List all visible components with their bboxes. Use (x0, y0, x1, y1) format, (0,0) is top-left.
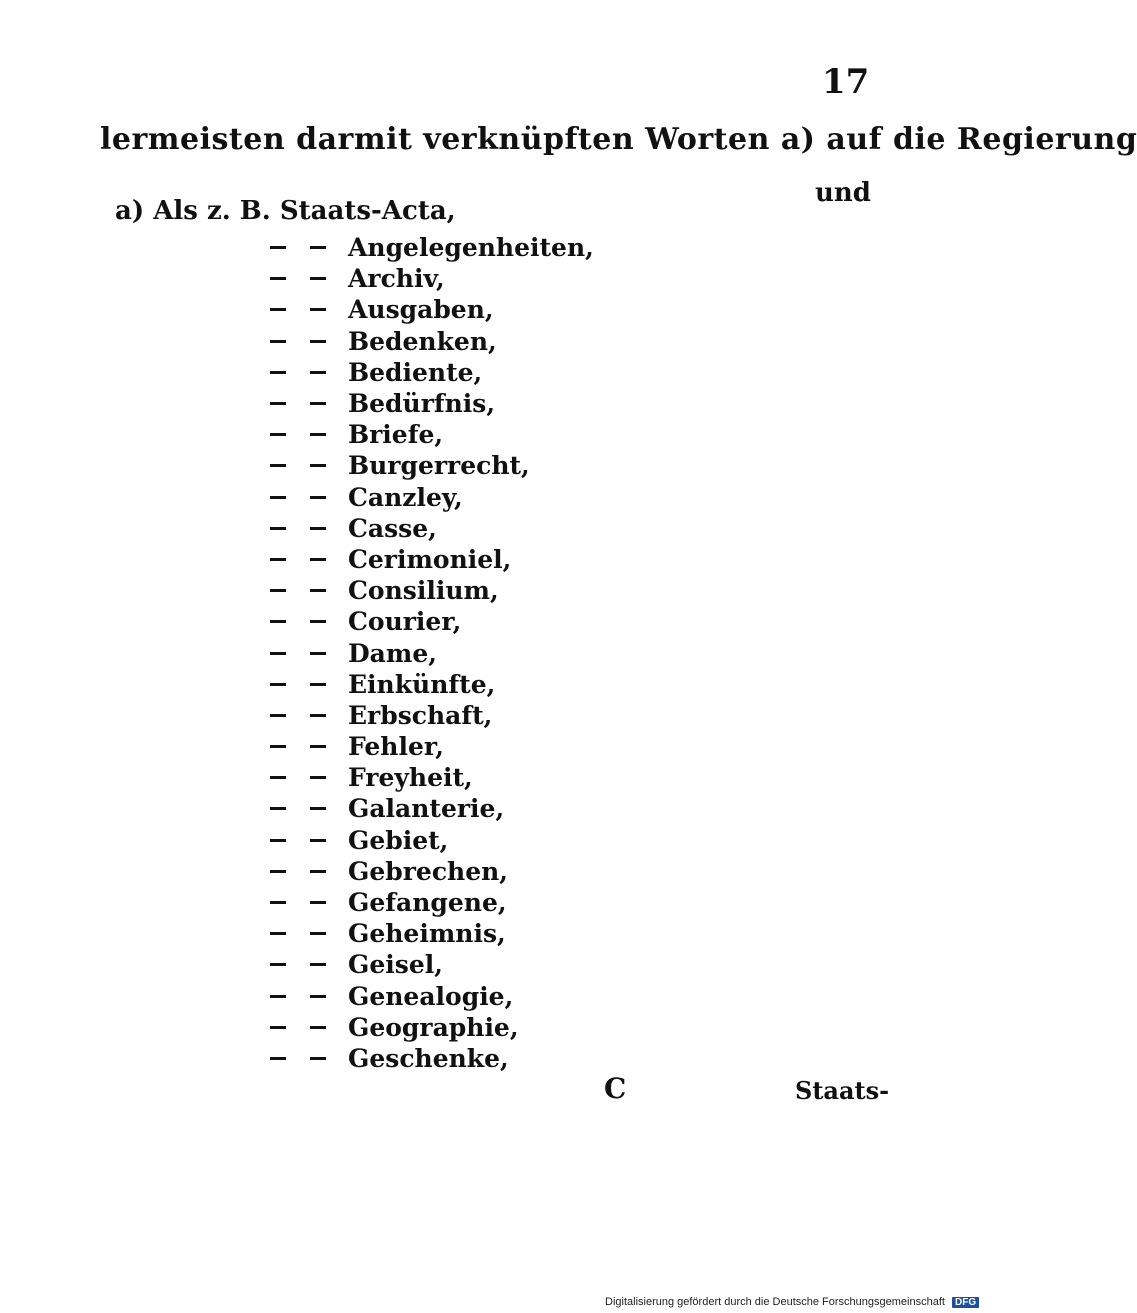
footnote-item-text: Galanterie, (348, 794, 505, 824)
footnote-list-item (270, 606, 594, 637)
dash-mark (270, 714, 286, 717)
signature-mark: C (604, 1072, 627, 1105)
footnote-item-text: Gefangene, (348, 888, 507, 918)
footnote-list-item (270, 762, 594, 793)
dash-mark (270, 963, 286, 966)
footnote-item-text: Genealogie, (348, 981, 514, 1011)
dash-mark (310, 371, 326, 374)
dash-mark (270, 1026, 286, 1029)
dash-mark (270, 558, 286, 561)
footnote-item-text: Dame, (348, 638, 437, 668)
dash-mark (310, 1057, 326, 1060)
footnote-list-item (270, 294, 594, 325)
dash-mark (270, 932, 286, 935)
dash-mark (310, 433, 326, 436)
footnote-list-item (270, 856, 594, 887)
dash-mark (270, 652, 286, 655)
dash-mark (270, 870, 286, 873)
footnote-item-text: Geschenke, (348, 1043, 509, 1073)
footnote-first-line: a) Als z. B. Staats-Acta, (115, 196, 456, 226)
footnote-item-text: Einkünfte, (348, 669, 496, 699)
dash-mark (270, 433, 286, 436)
footnote-item-text: Archiv, (348, 264, 445, 294)
digitization-footer (605, 1296, 979, 1308)
dash-mark (270, 340, 286, 343)
footnote-list-item (270, 326, 594, 357)
footnote-list-item (270, 544, 594, 575)
catchword-right: und (815, 178, 871, 208)
footnote-list-item (270, 575, 594, 606)
footnote-list-item (270, 1012, 594, 1043)
dash-mark (270, 620, 286, 623)
dash-mark (270, 807, 286, 810)
dash-mark (270, 776, 286, 779)
dash-mark (270, 496, 286, 499)
dfg-logo-badge: DFG (952, 1297, 979, 1308)
dash-mark (270, 901, 286, 904)
footnote-list-item (270, 700, 594, 731)
footnote-item-text: Bedenken, (348, 326, 497, 356)
dash-mark (310, 277, 326, 280)
dash-mark (310, 870, 326, 873)
footer-text: Digitalisierung gefördert durch die Deutsche Forschungsgemeinschaft (605, 1296, 945, 1308)
dash-mark (310, 901, 326, 904)
footnote-list-item (270, 482, 594, 513)
footnote-item-text: Courier, (348, 607, 462, 637)
dash-mark (310, 496, 326, 499)
dash-mark (270, 371, 286, 374)
dash-mark (270, 683, 286, 686)
footnote-list-item (270, 793, 594, 824)
dash-mark (270, 308, 286, 311)
footnote-list-item (270, 637, 594, 668)
dash-mark (270, 527, 286, 530)
dash-mark (310, 527, 326, 530)
footnote-item-text: Bedürfnis, (348, 389, 496, 419)
footnote-list-item (270, 263, 594, 294)
dash-mark (310, 340, 326, 343)
footnote-item-text: Burgerrecht, (348, 451, 530, 481)
page-number: 17 (822, 62, 870, 102)
dash-mark (310, 745, 326, 748)
footnote-list-item (270, 981, 594, 1012)
footnote-item-text: Cerimoniel, (348, 544, 512, 574)
footnote-list-item (270, 669, 594, 700)
dash-mark (310, 1026, 326, 1029)
dash-mark (310, 620, 326, 623)
dash-mark (270, 1057, 286, 1060)
footnote-item-text: Fehler, (348, 732, 444, 762)
footnote-item-text: Gebiet, (348, 825, 449, 855)
dash-mark (270, 589, 286, 592)
footnote-list-item (270, 450, 594, 481)
footnote-list-item (270, 419, 594, 450)
dash-mark (310, 652, 326, 655)
footnote-item-text: Canzley, (348, 482, 463, 512)
dash-mark (310, 995, 326, 998)
footnote-item-text: Gebrechen, (348, 856, 508, 886)
footnote-list-item (270, 513, 594, 544)
dash-mark (270, 246, 286, 249)
footnote-list-item (270, 388, 594, 419)
catchword-bottom: Staats- (795, 1076, 890, 1105)
dash-mark (270, 839, 286, 842)
dash-mark (310, 963, 326, 966)
dash-mark (310, 807, 326, 810)
dash-mark (310, 839, 326, 842)
footnote-item-text: Freyheit, (348, 763, 473, 793)
footnote-item-text: Consilium, (348, 576, 499, 606)
dash-mark (310, 932, 326, 935)
footnote-item-text: Geographie, (348, 1012, 519, 1042)
dash-mark (310, 683, 326, 686)
dash-mark (270, 464, 286, 467)
footnote-item-text: Briefe, (348, 420, 444, 450)
footnote-list-item (270, 1043, 594, 1074)
footnote-list-item (270, 731, 594, 762)
footnote-list-item (270, 357, 594, 388)
dash-mark (310, 464, 326, 467)
dash-mark (310, 589, 326, 592)
dash-mark (270, 745, 286, 748)
dash-mark (270, 995, 286, 998)
footnote-list-item (270, 949, 594, 980)
footnote-item-text: Casse, (348, 513, 437, 543)
dash-mark (310, 558, 326, 561)
dash-mark (310, 776, 326, 779)
dash-mark (270, 402, 286, 405)
footnote-item-text: Erbschaft, (348, 700, 493, 730)
dash-mark (310, 246, 326, 249)
body-text-line: lermeisten darmit verknüpften Worten a) auf die Regierung (100, 122, 1137, 157)
dash-mark (310, 714, 326, 717)
footnote-item-text: Geheimnis, (348, 919, 506, 949)
footnote-item-text: Angelegenheiten, (348, 233, 594, 263)
dash-mark (270, 277, 286, 280)
footnote-list-item (270, 887, 594, 918)
dash-mark (310, 308, 326, 311)
footnote-item-text: Ausgaben, (348, 295, 494, 325)
footnote-list-item (270, 232, 594, 263)
footnote-item-text: Bediente, (348, 357, 483, 387)
footnote-list-item (270, 825, 594, 856)
footnote-list (270, 232, 594, 1074)
footnote-item-text: Geisel, (348, 950, 443, 980)
footnote-list-item (270, 918, 594, 949)
dash-mark (310, 402, 326, 405)
